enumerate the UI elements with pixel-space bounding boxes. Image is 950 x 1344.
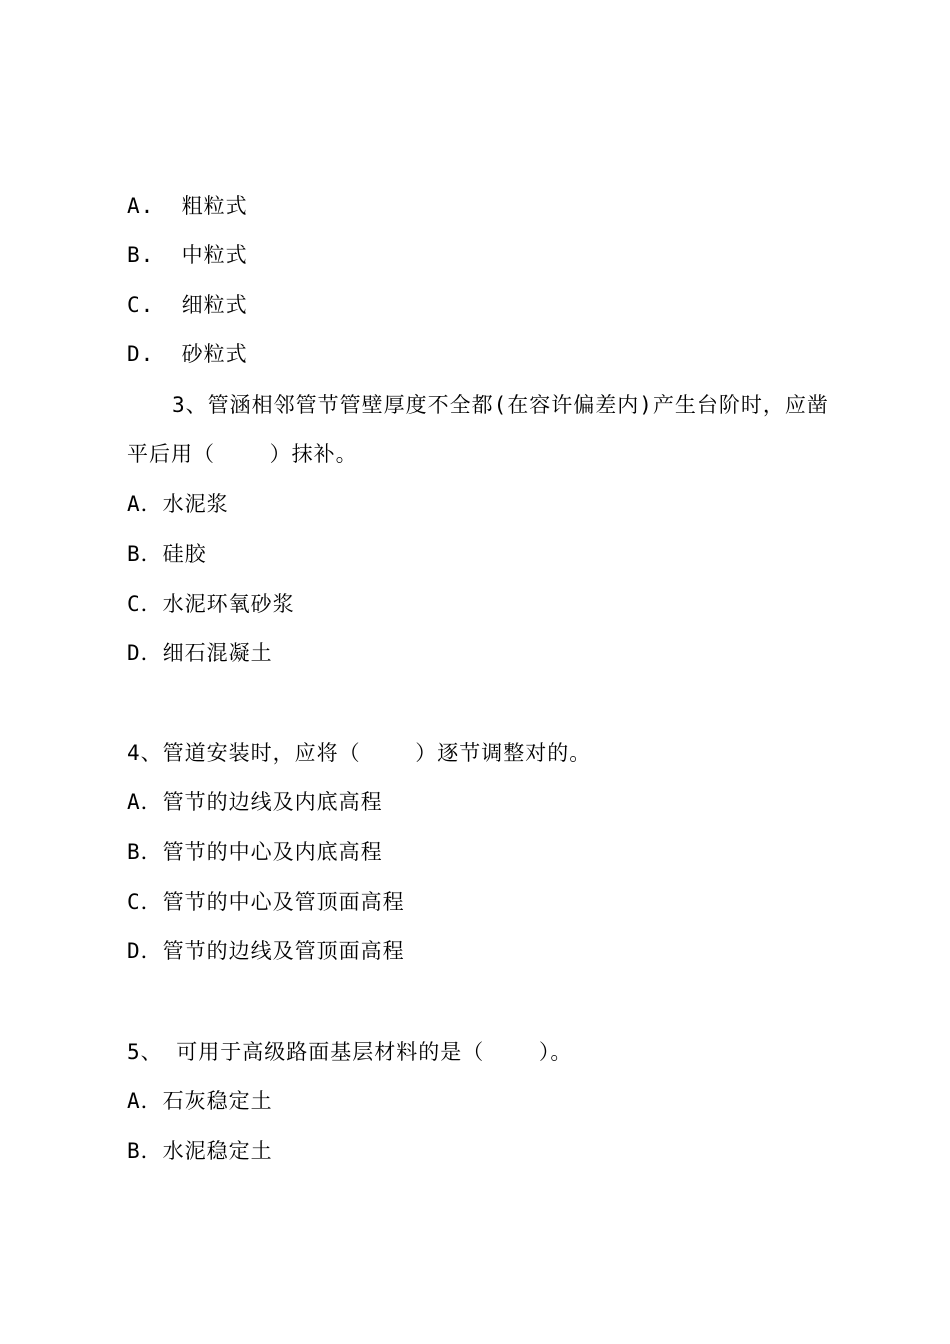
q5-option-b: B．水泥稳定土 xyxy=(127,1139,273,1163)
q4-option-a: A．管节的边线及内底高程 xyxy=(127,790,383,814)
q4-option-b: B．管节的中心及内底高程 xyxy=(127,840,383,864)
q3-option-a: A．水泥浆 xyxy=(127,492,229,516)
q2-option-d: D. 砂粒式 xyxy=(127,342,248,366)
q5-stem: 5、 可用于高级路面基层材料的是（ ）。 xyxy=(127,1040,573,1064)
q2-option-b: B. 中粒式 xyxy=(127,243,248,267)
q3-stem-line1: 3、管涵相邻管节管壁厚度不全都(在容许偏差内)产生台阶时，应凿 xyxy=(172,393,829,417)
q5-option-a: A．石灰稳定土 xyxy=(127,1089,273,1113)
q2-option-c: C. 细粒式 xyxy=(127,293,248,317)
q3-option-c: C．水泥环氧砂浆 xyxy=(127,592,295,616)
q4-stem: 4、管道安装时，应将（ ）逐节调整对的。 xyxy=(127,741,592,765)
q3-option-b: B．硅胶 xyxy=(127,542,207,566)
q2-option-a: A. 粗粒式 xyxy=(127,194,248,218)
q4-option-d: D．管节的边线及管顶面高程 xyxy=(127,939,405,963)
q4-option-c: C．管节的中心及管顶面高程 xyxy=(127,890,405,914)
q3-option-d: D．细石混凝土 xyxy=(127,641,273,665)
q3-stem-line2: 平后用（ ）抹补。 xyxy=(127,442,358,466)
